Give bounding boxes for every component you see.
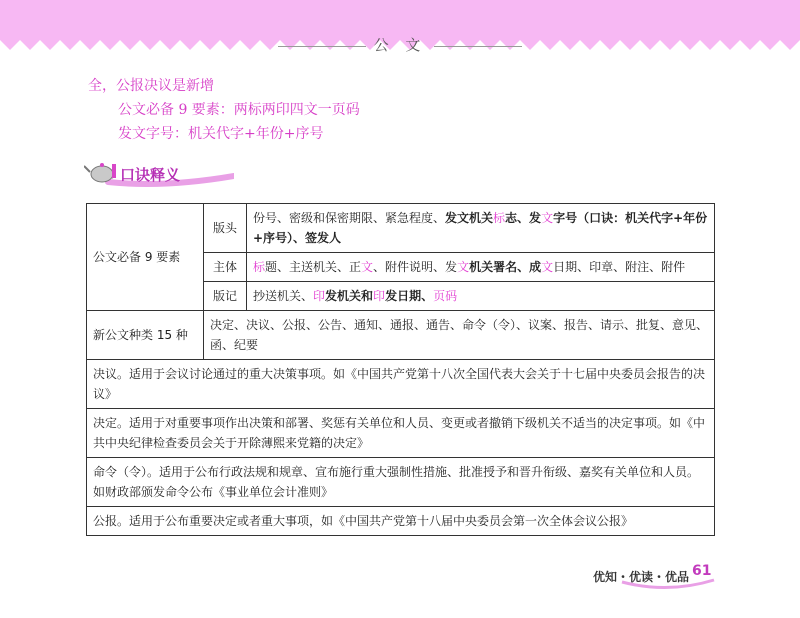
resolution-note: 决议。适用于会议讨论通过的重大决策事项。如《中国共产党第十八次全国代表大会关于十七届中央委员会报告的决议》	[87, 360, 715, 409]
types-content: 决定、决议、公报、公告、通知、通报、通告、命令（令）、议案、报告、请示、批复、意见、函、纪要	[204, 311, 715, 360]
record-text-1: 抄送机关、	[253, 289, 314, 303]
table-row	[87, 360, 715, 409]
body-text-4: 日期、印章、附注、附件	[553, 260, 686, 274]
body-highlight-3: 文	[457, 260, 470, 274]
body-text-2: 、附件说明、发	[373, 260, 458, 274]
intro-block	[88, 74, 360, 146]
record-text-3: 发日期、	[385, 289, 434, 303]
body-text-1: 题、主送机关、正	[265, 260, 362, 274]
communique-note: 公报。适用于公布重要决定或者重大事项，如《中国共产党第十八届中央委员会第一次全体会议公报》	[87, 507, 715, 536]
body-highlight-2: 文	[361, 260, 374, 274]
record-highlight-3: 页码	[433, 289, 458, 303]
table-row	[87, 507, 715, 536]
banner-text-2: 发文机关	[445, 211, 494, 225]
body-text-3: 机关署名、成	[469, 260, 542, 274]
row-head-elements: 公文必备 9 要素	[87, 204, 204, 311]
record-content	[247, 282, 715, 311]
record-highlight-2: 印	[373, 289, 386, 303]
record-text-2: 发机关和	[325, 289, 374, 303]
sub-label-banner: 版头	[204, 204, 247, 253]
decision-note: 决定。适用于对重要事项作出决策和部署、奖惩有关单位和人员、变更或者撤销下级机关不适当的决定事项。如《中共中央纪律检查委员会关于开除薄熙来党籍的决定》	[87, 409, 715, 458]
footer-slogan: 优知・优读・优品	[593, 570, 690, 584]
table-row	[87, 458, 715, 507]
body-highlight-1: 标	[253, 260, 266, 274]
banner-highlight-2: 文	[541, 211, 554, 225]
intro-line-2: 公文必备 9 要素：两标两印四文一页码	[118, 102, 360, 118]
record-highlight-1: 印	[313, 289, 326, 303]
order-note: 命令（令）。适用于公布行政法规和规章、宣布施行重大强制性措施、批准授予和晋升衔级、嘉奖有关单位和人员。如财政部颁发命令公布《事业单位会计准则》	[87, 458, 715, 507]
sub-label-body: 主体	[204, 253, 247, 282]
summary-table	[86, 203, 715, 536]
banner-highlight-1: 标	[493, 211, 506, 225]
table-row	[87, 311, 715, 360]
intro-line-3: 发文字号：机关代字+年份+序号	[118, 126, 324, 142]
banner-text-1: 份号、密级和保密期限、紧急程度、	[253, 211, 446, 225]
page-number: 61	[692, 563, 712, 579]
section-title: 口诀释义	[120, 166, 181, 184]
page-header-title: 公 文	[373, 36, 427, 54]
body-highlight-4: 文	[541, 260, 554, 274]
row-head-types: 新公文种类 15 种	[87, 311, 204, 360]
intro-line-1: 全，公报决议是新增	[88, 78, 214, 94]
body-content	[247, 253, 715, 282]
sub-label-record: 版记	[204, 282, 247, 311]
banner-text-4: 字号（口诀：机关代字+年份+序号）、签发人	[253, 211, 708, 245]
teapot-icon	[84, 163, 115, 182]
banner-text-3: 志、发	[505, 211, 542, 225]
table-row	[87, 204, 715, 253]
table-row	[87, 409, 715, 458]
banner-content	[247, 204, 715, 253]
